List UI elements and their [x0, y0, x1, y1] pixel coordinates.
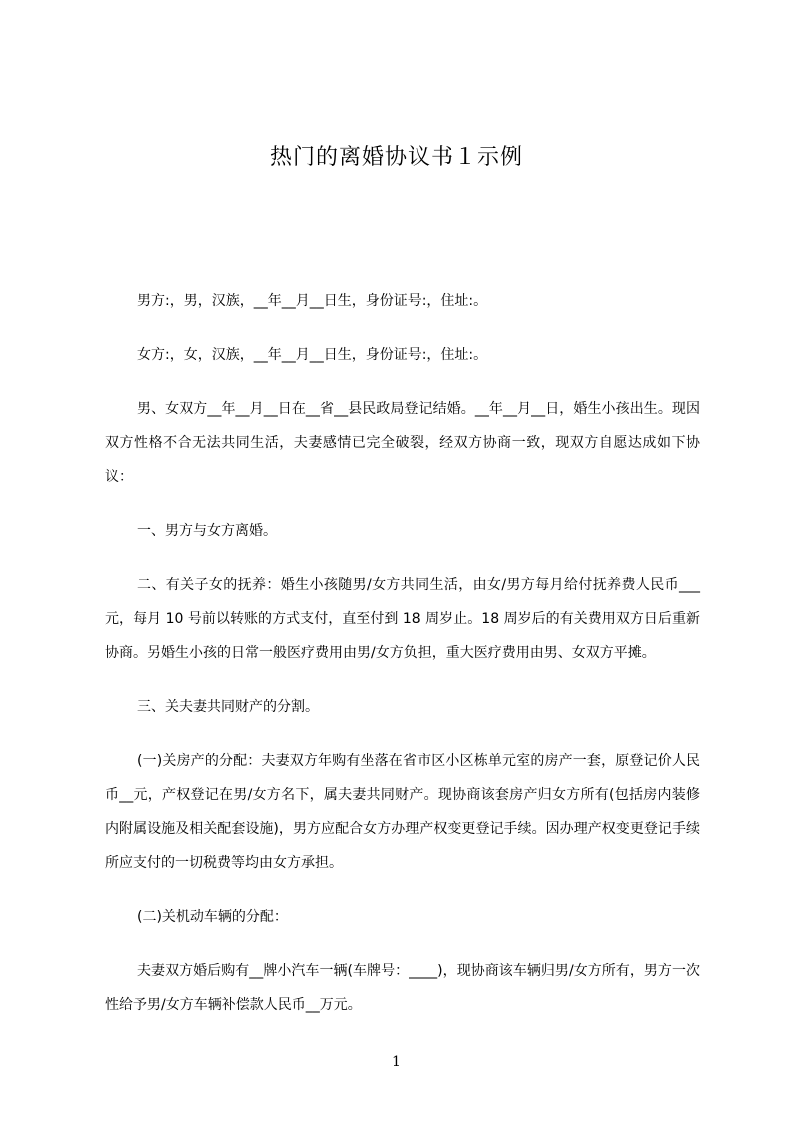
paragraph-clause-2-child-support: 二、有关子女的抚养：婚生小孩随男/女方共同生活，由女/男方每月给付抚养费人民币___元，每月 10 号前以转账的方式支付，直至付到 18 周岁止。18 周岁后的有关费用双方日后重新协商。另婚生小孩的日常一般医疗费用由男/女方负担，重大医疗费用由男、女双方平摊。 — [105, 577, 700, 661]
paragraph-female-party: 女方:，女，汉族，__年__月__日生，身份证号:，住址:。 — [137, 347, 488, 363]
paragraph-clause-1-divorce: 一、男方与女方离婚。 — [137, 523, 277, 539]
document-body — [105, 284, 700, 1042]
document-title: 热门的离婚协议书１示例 — [269, 145, 523, 170]
paragraph-clause-3-property: 三、关夫妻共同财产的分割。 — [137, 699, 319, 715]
page-number: 1 — [392, 1054, 401, 1070]
paragraph-vehicle-heading: (二)关机动车辆的分配： — [137, 909, 288, 925]
paragraph-marriage-background: 男、女双方__年__月__日在__省__县民政局登记结婚。__年__月__日，婚生小孩出生。现因双方性格不合无法共同生活，夫妻感情已完全破裂，经双方协商一致，现双方自愿达成如下协议： — [105, 401, 700, 485]
paragraph-real-estate: (一)关房产的分配：夫妻双方年购有坐落在省市区小区栋单元室的房产一套，原登记价人民币__元，产权登记在男/女方名下，属夫妻共同财产。现协商该套房产归女方所有(包括房内装修内附属设施及相关配套设施)，男方应配合女方办理产权变更登记手续。因办理产权变更登记手续所应支付的一切税费等均由女方承担。 — [105, 753, 700, 871]
paragraph-vehicle-details: 夫妻双方婚后购有__牌小汽车一辆(车牌号：____)，现协商该车辆归男/女方所有，男方一次性给予男/女方车辆补偿款人民币__万元。 — [105, 963, 700, 1013]
paragraph-male-party: 男方:，男，汉族，__年__月__日生，身份证号:，住址:。 — [137, 293, 488, 309]
